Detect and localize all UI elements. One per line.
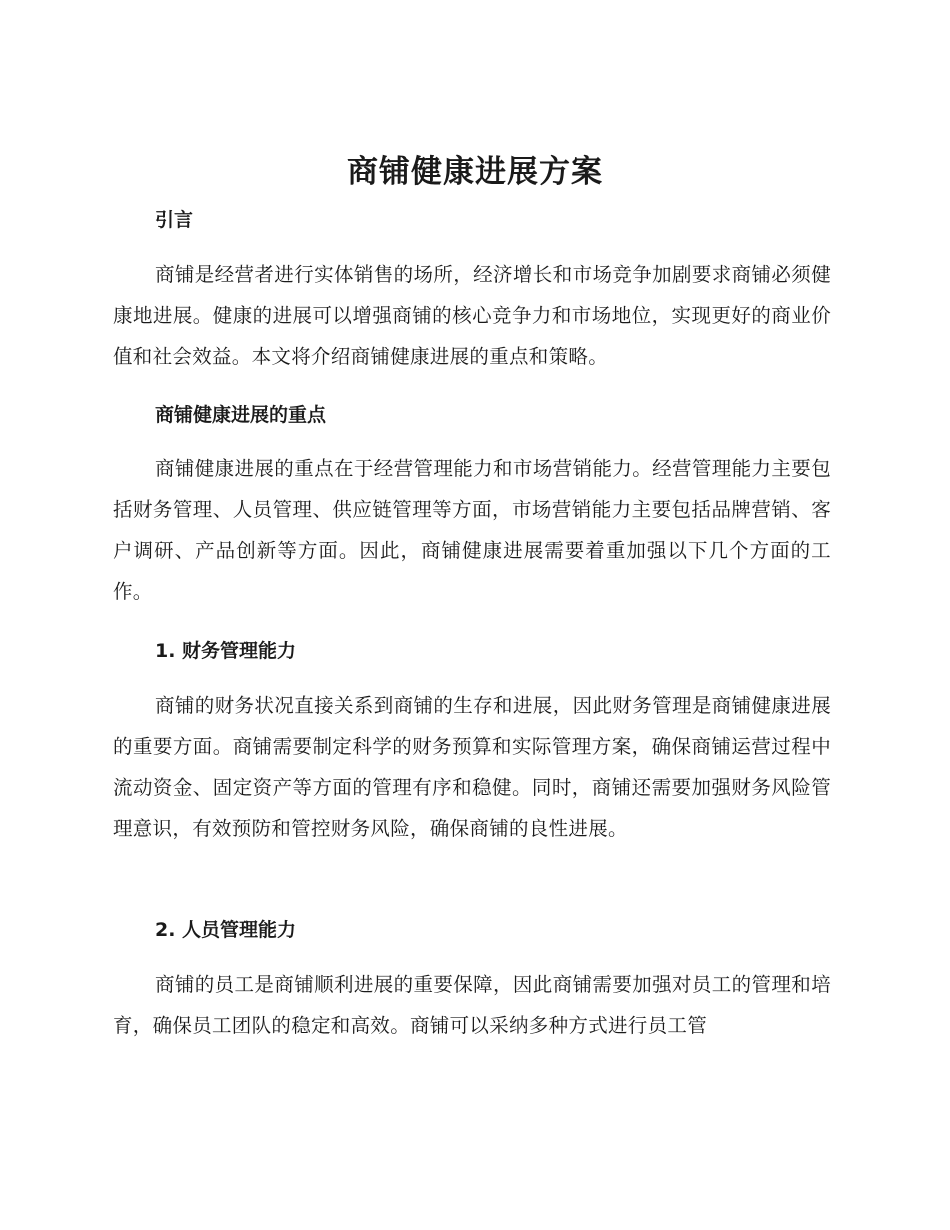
section-heading-finance: 1. 财务管理能力	[155, 640, 297, 662]
section-heading-intro: 引言	[155, 209, 194, 231]
section-paragraph-intro: 商铺是经营者进行实体销售的场所，经济增长和市场竞争加剧要求商铺必须健康地进展。健康的进展可以增强商铺的核心竞争力和市场地位，实现更好的商业价值和社会效益。本文将介绍商铺健康进展的重点和策略。	[113, 263, 831, 368]
section-paragraph-key-points: 商铺健康进展的重点在于经营管理能力和市场营销能力。经营管理能力主要包括财务管理、人员管理、供应链管理等方面，市场营销能力主要包括品牌营销、客户调研、产品创新等方面。因此，商铺健康进展需要着重加强以下几个方面的工作。	[113, 457, 831, 603]
section-paragraph-personnel: 商铺的员工是商铺顺利进展的重要保障，因此商铺需要加强对员工的管理和培育，确保员工团队的稳定和高效。商铺可以采纳多种方式进行员工管	[113, 973, 831, 1037]
section-heading-key-points: 商铺健康进展的重点	[155, 404, 327, 426]
section-heading-personnel: 2. 人员管理能力	[155, 919, 297, 941]
section-paragraph-finance: 商铺的财务状况直接关系到商铺的生存和进展，因此财务管理是商铺健康进展的重要方面。商铺需要制定科学的财务预算和实际管理方案，确保商铺运营过程中流动资金、固定资产等方面的管理有序和稳健。同时，商铺还需要加强财务风险管理意识，有效预防和管控财务风险，确保商铺的良性进展。	[113, 694, 831, 840]
document-title: 商铺健康进展方案	[347, 154, 603, 190]
